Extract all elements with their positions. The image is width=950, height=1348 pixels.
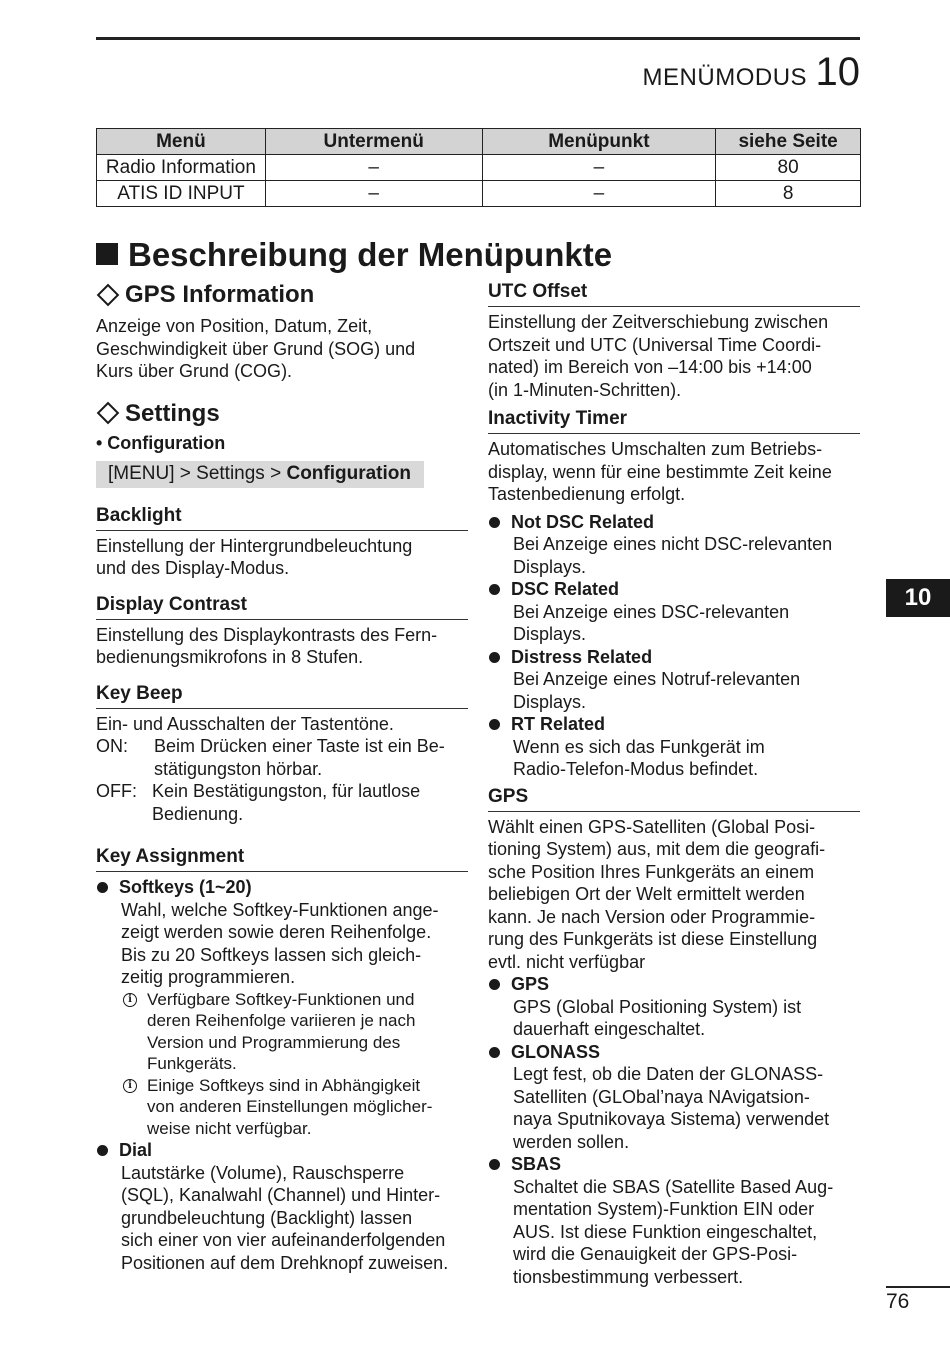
not-dsc-related-item (488, 511, 860, 534)
diamond-icon (97, 402, 120, 425)
rt-related-item (488, 713, 860, 736)
table-cell: Radio Information (97, 155, 266, 181)
text-line: display, wenn für eine bestimmte Zeit keine (488, 461, 832, 482)
key-beep-heading: Key Beep (96, 682, 468, 709)
glonass-option-item (488, 1041, 860, 1064)
key-beep-options (96, 735, 468, 825)
utc-offset-heading: UTC Offset (488, 280, 860, 307)
table-cell: 8 (716, 181, 861, 207)
item-title-text: DSC Related (511, 579, 620, 599)
gps-option-item (488, 973, 860, 996)
text-line: Displays. (513, 556, 587, 577)
dsc-related-item (488, 578, 860, 601)
text-line: evtl. nicht verfügbar (488, 951, 646, 972)
section-title (96, 236, 612, 274)
text-line: (in 1-Minuten-Schritten). (488, 379, 682, 400)
text-line: zeitig programmieren. (121, 967, 296, 987)
text-line: naya Sputnikovaya Sistema) verwendet (513, 1109, 830, 1129)
item-title-text: Softkeys (1~20) (119, 877, 252, 897)
bullet-dot-icon (489, 1047, 500, 1058)
table-cell: 80 (716, 155, 861, 181)
text-line: Version und Programmierung des (147, 1032, 401, 1052)
text-line: Lautstärke (Volume), Rauschsperre (121, 1162, 405, 1183)
text-line: Bedienung. (152, 803, 244, 824)
text-line: Displays. (513, 624, 587, 644)
text-line: Verfügbare Softkey-Funktionen und (147, 989, 415, 1009)
bullet-dot-icon (97, 882, 108, 893)
text-line: zeigt werden sowie deren Reihenfolge. (121, 922, 432, 942)
gps-information-heading (96, 280, 468, 310)
text-line: AUS. Ist diese Funktion eingeschaltet, (513, 1221, 818, 1242)
menu-path-box (96, 461, 424, 488)
page-number-rule (886, 1286, 950, 1288)
heading-text: GPS Information (125, 281, 315, 308)
key-beep-on (96, 735, 468, 780)
text-line: von anderen Einstellungen möglicher- (147, 1097, 433, 1116)
table-header-row (97, 129, 861, 155)
distress-related-item (488, 646, 860, 669)
heading-text: Settings (125, 399, 220, 427)
text-line: sche Position Ihres Funkgeräts an einem (488, 861, 815, 882)
text-line: Kein Bestätigungston, für lautlose (152, 781, 421, 801)
text-line: Geschwindigkeit über Grund (SOG) und (96, 338, 416, 359)
option-description (152, 780, 468, 825)
page-number: 76 (886, 1290, 910, 1313)
text-line: Positionen auf dem Drehknopf zuweisen. (121, 1252, 449, 1273)
text-line: Automatisches Umschalten zum Betriebs- (488, 439, 823, 459)
text-line: Einige Softkeys sind in Abhängigkeit (147, 1075, 421, 1095)
text-line: Kurs über Grund (COG). (96, 361, 293, 381)
chapter-header (643, 52, 860, 92)
menu-path-prefix: [MENU] > Settings > (108, 462, 287, 484)
softkeys-item (96, 876, 468, 899)
text-line: Einstellung der Hintergrundbeleuchtung (96, 535, 413, 556)
gps-heading: GPS (488, 785, 860, 812)
text-line: Wählt einen GPS-Satelliten (Global Posi- (488, 816, 816, 837)
table-row (97, 181, 861, 207)
top-rule (96, 37, 860, 40)
text-line: Beim Drücken einer Taste ist ein Be- (154, 736, 445, 756)
table-cell: – (265, 181, 482, 207)
text-line: Funkgeräts. (147, 1054, 237, 1073)
option-key: ON: (96, 736, 129, 756)
bullet-dot-icon (489, 517, 500, 528)
text-line: Ein- und Ausschalten der Tastentöne. (96, 713, 394, 734)
inactivity-options (488, 511, 860, 781)
softkeys-note-1 (96, 989, 468, 1075)
table-row (97, 155, 861, 181)
chapter-name: MENÜMODUS (642, 64, 808, 91)
text-line: werden sollen. (513, 1131, 630, 1152)
item-title-text: Not DSC Related (511, 511, 655, 532)
column-header: Menüpunkt (482, 129, 716, 155)
text-line: nated) im Bereich von –14:00 bis +14:00 (488, 357, 812, 377)
text-line: Schaltet die SBAS (Satellite Based Aug- (513, 1176, 834, 1197)
bullet-dot-icon (489, 584, 500, 595)
text-line: dauerhaft eingeschaltet. (513, 1019, 706, 1039)
text-line: stätigungston hörbar. (154, 758, 323, 779)
text-line: Einstellung der Zeitverschiebung zwischen (488, 312, 829, 332)
text-line: Anzeige von Position, Datum, Zeit, (96, 316, 373, 336)
info-icon: i (123, 1079, 137, 1093)
gps-information-text (96, 315, 468, 383)
text-line: (SQL), Kanalwahl (Channel) und Hinter- (121, 1185, 441, 1205)
text-line: wird die Genauigkeit der GPS-Posi- (513, 1244, 798, 1264)
item-title-text: SBAS (511, 1154, 562, 1174)
right-column (488, 280, 860, 1288)
text-line: Legt fest, ob die Daten der GLONASS- (513, 1064, 824, 1084)
column-header: Menü (97, 129, 266, 155)
item-title-text: GPS (511, 974, 550, 994)
table-cell: – (265, 155, 482, 181)
text-line: beliebigen Ort der Welt ermittelt werden (488, 884, 805, 904)
table-cell: ATIS ID INPUT (97, 181, 266, 207)
text-line: Displays. (513, 691, 587, 712)
text-line: Bei Anzeige eines DSC-relevanten (513, 601, 790, 622)
column-header: Untermenü (265, 129, 482, 155)
table-cell: – (482, 155, 716, 181)
key-beep-off (96, 780, 468, 825)
text-line: grundbeleuchtung (Backlight) lassen (121, 1207, 413, 1228)
text-line: deren Reihenfolge variieren je nach (147, 1011, 416, 1030)
item-title-text: RT Related (511, 714, 606, 734)
text-line: rung des Funkgeräts ist diese Einstellung (488, 929, 818, 949)
text-line: Bei Anzeige eines nicht DSC-relevanten (513, 534, 833, 554)
softkeys-note-2 (96, 1075, 468, 1140)
chapter-side-tab: 10 (886, 579, 950, 617)
text-line: kann. Je nach Version oder Programmie- (488, 906, 816, 927)
bullet-dot-icon (489, 979, 500, 990)
dial-item (96, 1139, 468, 1162)
menu-path (96, 461, 468, 488)
menu-table (96, 128, 861, 207)
option-key: OFF: (96, 781, 137, 801)
bullet-dot-icon (489, 1159, 500, 1170)
table-cell: – (482, 181, 716, 207)
section-title-text: Beschreibung der Menüpunkte (128, 236, 613, 273)
item-title-text: Distress Related (511, 646, 653, 667)
option-description (154, 735, 468, 780)
backlight-heading: Backlight (96, 504, 468, 531)
configuration-bullet: • Configuration (96, 432, 226, 453)
text-line: sich einer von vier aufeinanderfolgenden (121, 1230, 446, 1250)
bullet-dot-icon (489, 652, 500, 663)
text-line: bedienungsmikrofons in 8 Stufen. (96, 647, 364, 667)
left-column (96, 280, 468, 1274)
text-line: Wenn es sich das Funkgerät im (513, 736, 765, 757)
chapter-number: 10 (815, 50, 860, 94)
display-contrast-heading: Display Contrast (96, 593, 468, 620)
text-line: weise nicht verfügbar. (147, 1118, 312, 1138)
info-icon: i (123, 993, 137, 1007)
item-title-text: GLONASS (511, 1041, 601, 1062)
text-line: tionsbestimmung verbessert. (513, 1266, 744, 1287)
text-line: tioning System) aus, mit dem die geografi- (488, 839, 826, 859)
text-line: Wahl, welche Softkey-Funktionen ange- (121, 899, 439, 920)
text-line: Radio-Telefon-Modus befindet. (513, 759, 759, 779)
text-line: Satelliten (GLObal’naya NAvigatsion- (513, 1086, 810, 1107)
key-assignment-heading: Key Assignment (96, 845, 468, 872)
text-line: Tastenbedienung erfolgt. (488, 484, 686, 504)
text-line: Bis zu 20 Softkeys lassen sich gleich- (121, 944, 422, 965)
column-header: siehe Seite (716, 129, 861, 155)
settings-heading (96, 399, 468, 429)
menu-path-bold: Configuration (286, 462, 411, 484)
text-line: und des Display-Modus. (96, 558, 290, 578)
text-line: GPS (Global Positioning System) ist (513, 996, 802, 1017)
diamond-icon (97, 283, 120, 306)
item-title-text: Dial (119, 1140, 153, 1160)
square-bullet-icon (96, 243, 118, 265)
inactivity-timer-heading: Inactivity Timer (488, 407, 860, 434)
text-line: Bei Anzeige eines Notruf-relevanten (513, 669, 801, 689)
text-line: Ortszeit und UTC (Universal Time Coordi- (488, 334, 822, 355)
text-line: Einstellung des Displaykontrasts des Fern- (96, 624, 438, 645)
sbas-option-item (488, 1153, 860, 1176)
bullet-dot-icon (489, 719, 500, 730)
bullet-dot-icon (97, 1145, 108, 1156)
text-line: mentation System)-Funktion EIN oder (513, 1199, 815, 1219)
